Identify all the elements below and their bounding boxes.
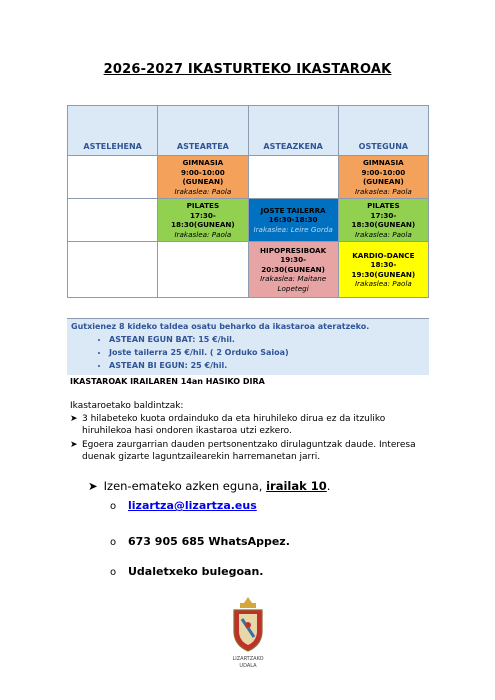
logo-caption	[218, 656, 278, 670]
registration-date: irailak 10	[266, 479, 327, 493]
registration-deadline	[88, 479, 330, 493]
condition-text: Egoera zaurgarrian dauden pertsonentzako dirulaguntzak daude. Interesa duenak gizarte laguntzailearekin harremanetan jarri.	[82, 440, 416, 462]
registration-text: Izen-emateko azken eguna,	[103, 479, 263, 493]
price-item: • Joste tailerra 25 €/hil. ( 2 Orduko Saioa)	[109, 346, 429, 359]
class-time: 17:30-	[189, 210, 216, 220]
class-location: (GUNEAN)	[182, 177, 224, 186]
class-teacher: Irakaslea: Leire Gorda	[253, 224, 333, 234]
class-time: 9:00-10:00	[181, 167, 225, 177]
day-header-thursday: OSTEGUNA	[338, 106, 428, 156]
arrow-bullet-icon: ➤	[88, 479, 98, 493]
notice-heading: Gutxienez 8 kideko taldea osatu beharko da ikastaroa ateratzeko.	[71, 322, 370, 331]
contact-item-office	[110, 565, 263, 578]
class-teacher: Irakaslea: Paola	[354, 229, 412, 239]
empty-cell	[248, 156, 338, 199]
class-location: (GUNEAN)	[362, 177, 404, 186]
class-location: 19:30(GUNEAN)	[351, 269, 416, 279]
price-item: • ASTEAN BI EGUN: 25 €/hil.	[109, 359, 429, 372]
schedule-row	[68, 242, 429, 298]
condition-item	[70, 413, 430, 437]
contact-item-email	[110, 499, 257, 512]
empty-cell	[68, 242, 158, 298]
office-text: Udaletxeko bulegoan.	[128, 565, 264, 578]
coat-of-arms-logo	[228, 595, 268, 655]
condition-item	[70, 439, 430, 463]
class-teacher: Irakaslea: Paola	[174, 229, 232, 239]
arrow-bullet-icon: ➤	[70, 414, 78, 424]
class-cell-joste-wednesday	[248, 199, 338, 242]
logo-caption-line: LIZARTZAKO	[232, 656, 264, 662]
contact-item-whatsapp	[110, 535, 290, 548]
day-header-tuesday: ASTEARTEA	[158, 106, 248, 156]
conditions-label: Ikastaroetako baldintzak:	[70, 401, 184, 411]
class-cell-hipopresiboak-wednesday	[248, 242, 338, 298]
whatsapp-text: 673 905 685 WhatsAppez.	[128, 535, 290, 548]
class-name: GIMNASIA	[363, 158, 404, 167]
day-header-monday: ASTELEHENA	[68, 106, 158, 156]
class-cell-gimnasia-tuesday	[158, 156, 248, 199]
class-time: 17:30-	[370, 210, 397, 220]
schedule-header-row	[68, 106, 429, 156]
class-teacher-surname: Lopetegi	[277, 283, 309, 293]
class-teacher: Irakaslea: Paola	[354, 186, 412, 196]
class-cell-kardio-thursday	[338, 242, 428, 298]
class-name: KARDIO-DANCE	[352, 250, 415, 260]
circle-bullet-icon: o	[110, 537, 117, 548]
class-name: PILATES	[186, 201, 220, 210]
page-title: 2026-2027 IKASTURTEKO IKASTAROAK	[103, 62, 392, 77]
class-name: JOSTE TAILERRA	[260, 205, 326, 215]
conditions-list	[70, 413, 430, 465]
class-location: 18:30(GUNEAN)	[351, 220, 416, 229]
class-name: GIMNASIA	[182, 158, 224, 167]
empty-cell	[158, 242, 248, 298]
class-location: 18:30(GUNEAN)	[171, 220, 235, 229]
price-item: • ASTEAN EGUN BAT: 15 €/hil.	[109, 333, 429, 346]
class-teacher: Irakaslea: Maitane	[260, 274, 327, 284]
class-teacher: Irakaslea: Paola	[354, 279, 412, 288]
class-time: 18:30-	[370, 260, 397, 269]
class-time: 19:30-	[280, 255, 307, 265]
schedule-row	[68, 156, 429, 199]
schedule-table	[67, 105, 429, 298]
day-header-wednesday: ASTEAZKENA	[248, 106, 338, 156]
class-name: HIPOPRESIBOAK	[260, 245, 327, 255]
schedule-row	[68, 199, 429, 242]
class-cell-pilates-tuesday	[158, 199, 248, 242]
class-time: 16:30-18:30	[268, 215, 318, 225]
logo-caption-line: UDALA	[239, 663, 257, 669]
notice-box	[67, 318, 429, 375]
empty-cell	[68, 199, 158, 242]
start-date-text: IKASTAROAK IRAILAREN 14an HASIKO DIRA	[70, 377, 265, 386]
email-link[interactable]: lizartza@lizartza.eus	[128, 499, 257, 512]
circle-bullet-icon: o	[110, 567, 117, 578]
price-list	[67, 333, 429, 372]
class-cell-pilates-thursday	[338, 199, 428, 242]
condition-text: 3 hilabeteko kuota ordainduko da eta hiruhileko dirua ez da itzuliko hiruhilekoa hasi ondoren ikastaroa utzi ezkero.	[82, 414, 386, 436]
empty-cell	[68, 156, 158, 199]
arrow-bullet-icon: ➤	[70, 440, 78, 450]
class-location: 20:30(GUNEAN)	[261, 264, 325, 274]
class-name: PILATES	[367, 201, 400, 210]
registration-end: .	[326, 479, 331, 493]
class-cell-gimnasia-thursday	[338, 156, 428, 199]
class-time: 9:00-10:00	[361, 167, 406, 177]
class-teacher: Irakaslea: Paola	[174, 186, 232, 196]
circle-bullet-icon: o	[110, 501, 117, 512]
